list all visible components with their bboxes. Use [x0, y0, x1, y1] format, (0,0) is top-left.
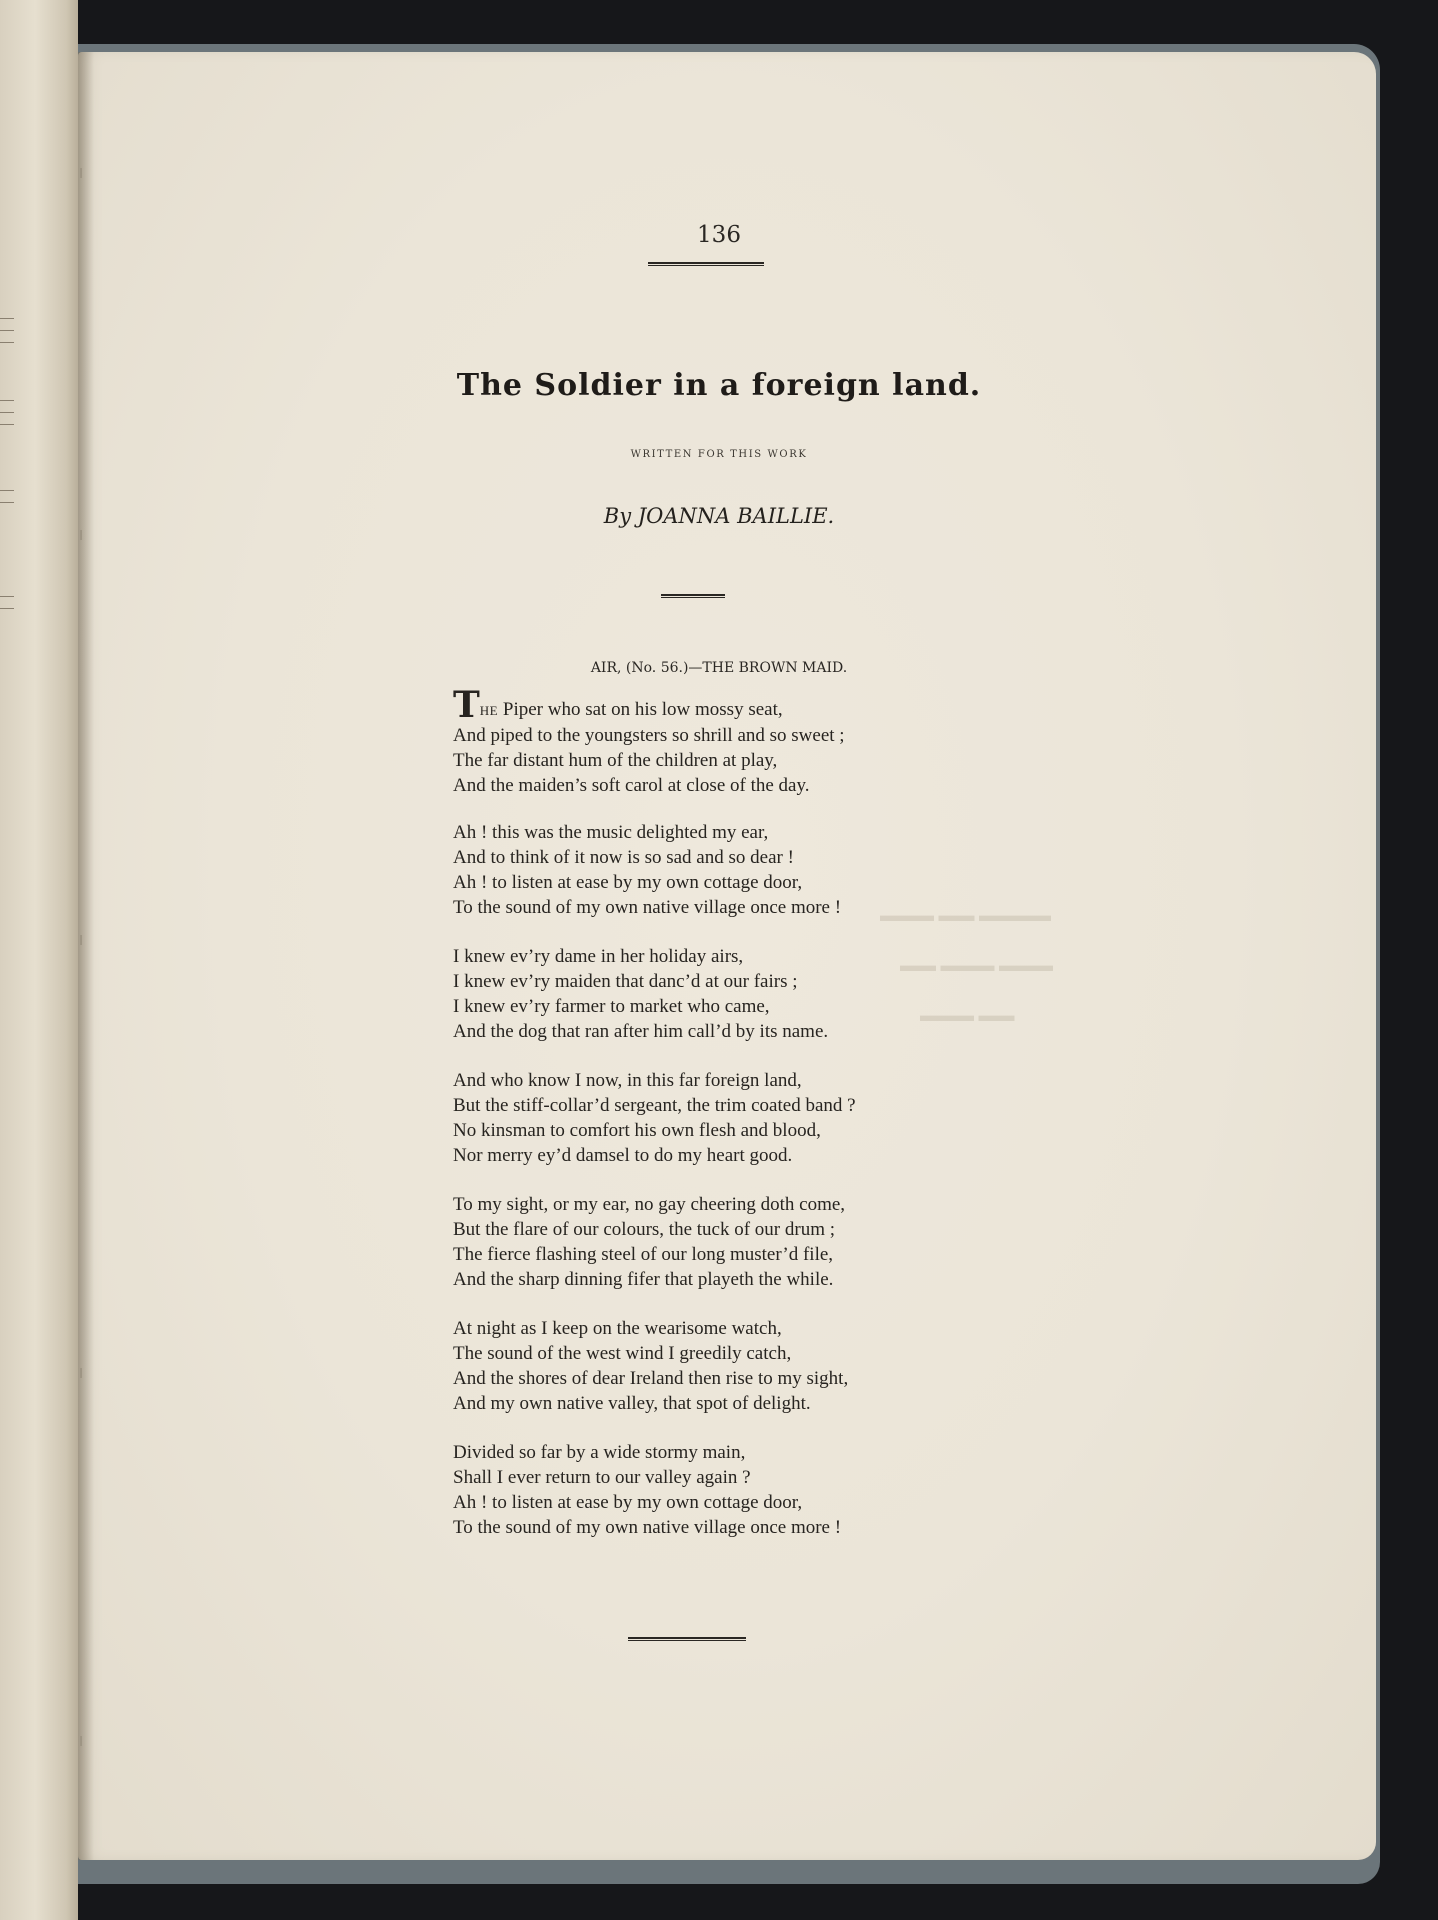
poem-line: At night as I keep on the wearisome watch,: [453, 1318, 782, 1339]
small-caps: HE: [479, 703, 499, 718]
poem-line: Ah ! this was the music delighted my ear,: [453, 822, 769, 843]
poem-line: Ah ! to listen at ease by my own cottage door,: [453, 1492, 803, 1513]
page-edge-mark: [0, 412, 14, 413]
page-edge-mark: [0, 424, 14, 425]
poem-line: And my own native valley, that spot of delight.: [453, 1393, 811, 1414]
poem-line: And the maiden’s soft carol at close of the day.: [453, 775, 810, 796]
stanza: [453, 944, 1013, 1044]
poem-title: The Soldier in a foreign land.: [456, 368, 982, 403]
poem-line: And the dog that ran after him call’d by its name.: [453, 1021, 829, 1042]
poem-line: But the flare of our colours, the tuck of our drum ;: [453, 1219, 836, 1240]
poem-line: Shall I ever return to our valley again ?: [453, 1467, 751, 1488]
first-line-text: Piper who sat on his low mossy seat,: [498, 699, 783, 720]
stanza: [453, 1440, 1013, 1540]
binding-stitch: [80, 935, 88, 945]
poem-line: I knew ev’ry dame in her holiday airs,: [453, 946, 744, 967]
gutter-shadow: [78, 52, 94, 1860]
poem-line: To the sound of my own native village once more !: [453, 1517, 842, 1538]
poem-line: The sound of the west wind I greedily catch,: [453, 1343, 792, 1364]
poem-line: And the shores of dear Ireland then rise to my sight,: [453, 1368, 849, 1389]
poem-line: Divided so far by a wide stormy main,: [453, 1442, 746, 1463]
poem-author: By JOANNA BAILLIE.: [603, 504, 835, 528]
show-through-ghost: ▬▬▬ ▬▬: [920, 1005, 1015, 1025]
section-rule: [661, 594, 725, 598]
poem-line: And who know I now, in this far foreign land,: [453, 1070, 802, 1091]
page-edge-mark: [0, 330, 14, 331]
show-through-ghost: ▬▬ ▬▬▬ ▬▬▬: [900, 955, 1053, 975]
page-edge-mark: [0, 596, 14, 597]
page-edge-mark: [0, 342, 14, 343]
stanza: [453, 684, 1013, 798]
poem-line: I knew ev’ry maiden that danc’d at our fairs ;: [453, 971, 798, 992]
page-number: 136: [697, 222, 741, 248]
page-edge-mark: [0, 502, 14, 503]
stanza: [453, 1316, 1013, 1416]
poem-line: The far distant hum of the children at play,: [453, 750, 778, 771]
poem-line: The fierce flashing steel of our long muster’d file,: [453, 1244, 834, 1265]
binding-stitch: [80, 1736, 88, 1746]
drop-cap: T: [453, 684, 480, 726]
page-edge-mark: [0, 318, 14, 319]
stanza: [453, 820, 1013, 920]
poem-line: But the stiff-collar’d sergeant, the trim coated band ?: [453, 1095, 856, 1116]
poem-line: To my sight, or my ear, no gay cheering doth come,: [453, 1194, 846, 1215]
header-rule: [648, 262, 764, 266]
page-edge-mark: [0, 490, 14, 491]
stanza: [453, 1192, 1013, 1292]
show-through-ghost: ▬▬▬ ▬▬ ▬▬▬▬: [880, 905, 1051, 925]
poem-subtitle: WRITTEN FOR THIS WORK: [630, 449, 808, 460]
poem-line: Ah ! to listen at ease by my own cottage door,: [453, 872, 803, 893]
poem-line: To the sound of my own native village once more !: [453, 897, 842, 918]
poem-line: [453, 684, 1013, 726]
poem-line: No kinsman to comfort his own flesh and blood,: [453, 1120, 821, 1141]
air-heading: AIR, (No. 56.)—THE BROWN MAID.: [590, 660, 848, 676]
stanza: [453, 1068, 1013, 1168]
poem-line: Nor merry ey’d damsel to do my heart good.: [453, 1145, 793, 1166]
poem-line: And the sharp dinning fifer that playeth the while.: [453, 1269, 834, 1290]
poem-line: I knew ev’ry farmer to market who came,: [453, 996, 770, 1017]
page-edge-mark: [0, 608, 14, 609]
left-facing-page-edge: [0, 0, 78, 1920]
poem-line: And to think of it now is so sad and so dear !: [453, 847, 794, 868]
poem-line: And piped to the youngsters so shrill and so sweet ;: [453, 725, 845, 746]
footer-rule: [628, 1637, 746, 1641]
binding-stitch: [80, 530, 88, 540]
binding-stitch: [80, 1368, 88, 1378]
poem-body: [453, 684, 1013, 1564]
binding-stitch: [80, 168, 88, 178]
